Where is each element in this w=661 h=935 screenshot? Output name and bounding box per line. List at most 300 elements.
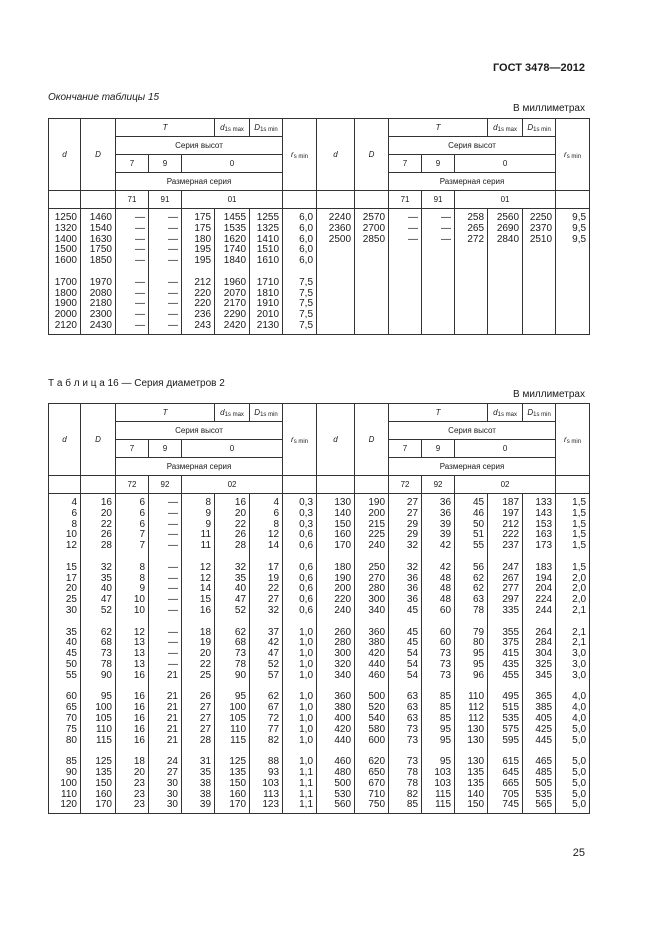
table-cell: 1535 bbox=[223, 222, 247, 234]
table-cell: 6,0 bbox=[299, 222, 314, 234]
table-cell: 1,0 bbox=[299, 691, 314, 703]
table-cell: 2170 bbox=[223, 298, 247, 310]
row-group bbox=[252, 628, 279, 682]
table-cell: 55 bbox=[472, 540, 485, 552]
table-cell: — bbox=[135, 319, 145, 331]
table-cell: 135 bbox=[467, 766, 485, 778]
table-cell: 243 bbox=[194, 319, 212, 331]
table-cell: 280 bbox=[368, 583, 386, 595]
table-cell: 60 bbox=[65, 691, 77, 703]
table-cell: 1,5 bbox=[572, 497, 587, 508]
table-cell: 4 bbox=[71, 497, 77, 508]
row-group bbox=[319, 563, 351, 617]
table-cell: 56 bbox=[472, 561, 485, 573]
row-group bbox=[424, 498, 451, 552]
table-cell: 500 bbox=[334, 777, 352, 789]
table-cell: 1,1 bbox=[299, 777, 314, 789]
table-cell: 130 bbox=[467, 756, 485, 768]
table-cell: 135 bbox=[95, 766, 112, 778]
height-0: 0 bbox=[455, 440, 556, 458]
table-cell: 113 bbox=[263, 788, 280, 800]
table-cell: 505 bbox=[535, 777, 553, 789]
table-cell: 2500 bbox=[328, 233, 352, 245]
table-cell: 2420 bbox=[223, 319, 247, 331]
table-cell: — bbox=[168, 298, 178, 310]
table-cell: 1,0 bbox=[299, 637, 314, 649]
table-cell: 19 bbox=[267, 572, 280, 584]
row-group bbox=[357, 563, 385, 617]
row-group bbox=[252, 498, 279, 552]
table15-caption: Окончание таблицы 15 bbox=[48, 92, 160, 103]
table-cell: 615 bbox=[502, 756, 520, 768]
table-cell: 100 bbox=[95, 702, 112, 714]
table-cell: 150 bbox=[467, 799, 485, 811]
table-cell: 200 bbox=[334, 583, 352, 595]
row-group bbox=[319, 498, 351, 552]
row-group bbox=[252, 757, 279, 811]
size-series-1: 71 bbox=[389, 191, 422, 209]
table-cell: 85 bbox=[439, 712, 452, 724]
table-cell: — bbox=[441, 222, 452, 234]
table-cell: 4,0 bbox=[572, 691, 587, 703]
table-cell: 304 bbox=[535, 648, 553, 660]
table-cell: 48 bbox=[439, 583, 452, 595]
table-cell: 36 bbox=[406, 594, 419, 606]
table-cell: — bbox=[135, 309, 145, 321]
table-cell: 63 bbox=[406, 712, 419, 724]
col-D-header: D bbox=[355, 119, 389, 191]
table-cell: 18 bbox=[133, 756, 145, 768]
height-7: 7 bbox=[389, 155, 422, 173]
table-cell: 16 bbox=[199, 604, 212, 616]
height-9: 9 bbox=[422, 155, 455, 173]
table-cell: 220 bbox=[194, 287, 212, 299]
table-cell: 21 bbox=[166, 669, 178, 681]
col-left-D bbox=[81, 209, 116, 335]
row-group bbox=[51, 278, 77, 332]
table-cell: 7 bbox=[139, 540, 145, 552]
row-group bbox=[558, 692, 586, 746]
row-group bbox=[319, 692, 351, 746]
row-group bbox=[285, 628, 313, 682]
col-D-header: D bbox=[81, 119, 116, 191]
table-cell: 212 bbox=[194, 276, 212, 288]
table-cell: 6 bbox=[139, 497, 145, 508]
table-cell: 260 bbox=[334, 626, 352, 638]
table-cell: 39 bbox=[439, 518, 452, 530]
table-cell: 38 bbox=[199, 788, 212, 800]
col-left-d1 bbox=[215, 209, 250, 335]
table-cell: 95 bbox=[439, 723, 452, 735]
table-cell: 68 bbox=[234, 637, 247, 649]
table-cell: 1,0 bbox=[299, 723, 314, 735]
table-cell: 27 bbox=[406, 507, 419, 519]
table-cell: 50 bbox=[65, 658, 77, 670]
table-cell: 60 bbox=[439, 637, 452, 649]
table-cell: 8 bbox=[273, 518, 280, 530]
table-cell: 85 bbox=[65, 756, 77, 768]
col-right-D bbox=[355, 494, 389, 814]
table-cell: 27 bbox=[267, 594, 280, 606]
table-cell: 2080 bbox=[89, 287, 112, 299]
table-cell: 580 bbox=[368, 723, 386, 735]
table-cell: 25 bbox=[65, 594, 77, 606]
table-cell: 2,0 bbox=[572, 583, 587, 595]
table-cell: 27 bbox=[199, 723, 212, 735]
table-cell: 540 bbox=[368, 712, 386, 724]
col-r-header: $r_{s min}$ bbox=[556, 404, 590, 476]
table16-caption: Т а б л и ц а 16 — Серия диаметров 2 bbox=[48, 378, 225, 389]
table-cell: — bbox=[168, 244, 178, 256]
table-cell: 1460 bbox=[89, 212, 112, 223]
table-cell: 30 bbox=[166, 788, 178, 800]
row-group bbox=[457, 213, 484, 245]
table-cell: 222 bbox=[502, 529, 520, 541]
table-cell: 16 bbox=[100, 497, 112, 508]
table-cell: 16 bbox=[234, 497, 247, 508]
table-cell: 51 bbox=[472, 529, 485, 541]
table-cell: — bbox=[168, 507, 178, 519]
row-group bbox=[558, 628, 586, 682]
table-cell: 65 bbox=[65, 702, 77, 714]
table-cell: 535 bbox=[535, 788, 553, 800]
table-cell: 745 bbox=[502, 799, 520, 811]
table-cell: 240 bbox=[368, 540, 386, 552]
row-group bbox=[391, 628, 418, 682]
table-cell: — bbox=[168, 497, 178, 508]
row-group bbox=[525, 692, 552, 746]
table-cell: 32 bbox=[234, 561, 247, 573]
table-cell: 62 bbox=[472, 572, 485, 584]
table-cell: 75 bbox=[65, 723, 77, 735]
table-cell: 0,6 bbox=[299, 561, 314, 573]
table-cell: 2510 bbox=[529, 233, 553, 245]
table-cell: 600 bbox=[368, 734, 386, 746]
table-cell: 63 bbox=[406, 702, 419, 714]
row-group bbox=[217, 498, 246, 552]
table-cell: 485 bbox=[535, 766, 553, 778]
table-cell: 16 bbox=[133, 669, 145, 681]
table-cell: 0,3 bbox=[299, 518, 314, 530]
table-cell: 36 bbox=[439, 497, 452, 508]
table-cell: 110 bbox=[96, 723, 112, 735]
table-cell: 90 bbox=[100, 669, 112, 681]
col-left-d bbox=[49, 209, 81, 335]
table-cell: 22 bbox=[234, 518, 247, 530]
table-cell: 45 bbox=[406, 626, 419, 638]
col-left-s7 bbox=[116, 494, 149, 814]
col-d-header: d bbox=[49, 404, 81, 476]
table-cell: 440 bbox=[334, 734, 352, 746]
table-cell: 150 bbox=[95, 777, 112, 789]
table-cell: 21 bbox=[166, 702, 178, 714]
table-cell: 5,0 bbox=[572, 788, 587, 800]
table-cell: 2360 bbox=[328, 222, 352, 234]
table-cell: 515 bbox=[502, 702, 520, 714]
row-group bbox=[83, 692, 112, 746]
table-cell: — bbox=[168, 658, 178, 670]
table-cell: 133 bbox=[535, 497, 553, 508]
table-cell: 123 bbox=[262, 799, 280, 811]
table-cell: 1,0 bbox=[299, 756, 314, 768]
col-left-D1 bbox=[250, 209, 283, 335]
table-cell: 440 bbox=[368, 658, 386, 670]
table-cell: 17 bbox=[267, 561, 280, 573]
col-left-r bbox=[283, 494, 317, 814]
col-d-header: d bbox=[317, 404, 355, 476]
table-cell: 2,0 bbox=[572, 594, 587, 606]
table-cell: 1,1 bbox=[299, 799, 314, 811]
table-cell: 0,6 bbox=[299, 583, 314, 595]
table-cell: — bbox=[441, 233, 452, 245]
table-cell: 1610 bbox=[256, 255, 280, 267]
table-cell: 9,5 bbox=[572, 222, 587, 234]
col-right-d1 bbox=[488, 209, 523, 335]
table-cell: 1600 bbox=[54, 255, 77, 267]
row-group bbox=[118, 498, 145, 552]
table-cell: 70 bbox=[65, 712, 77, 724]
table-cell: 73 bbox=[406, 723, 419, 735]
col-right-T0 bbox=[455, 209, 488, 335]
table-cell: 0,6 bbox=[299, 529, 314, 541]
table-cell: 163 bbox=[535, 529, 553, 541]
table-cell: 2120 bbox=[54, 319, 77, 331]
col-right-s7 bbox=[389, 494, 422, 814]
table-cell: 2570 bbox=[362, 212, 386, 223]
table-cell: 1620 bbox=[223, 233, 247, 245]
table-cell: 79 bbox=[472, 626, 485, 638]
table-cell: 6 bbox=[273, 507, 280, 519]
row-group bbox=[83, 278, 112, 332]
table-cell: 95 bbox=[472, 648, 485, 660]
table-cell: 72 bbox=[267, 712, 280, 724]
table-cell: 194 bbox=[535, 572, 553, 584]
table-cell: 42 bbox=[439, 561, 452, 573]
table-cell: 335 bbox=[502, 604, 520, 616]
table-cell: 7,5 bbox=[299, 309, 314, 321]
table-cell: 73 bbox=[439, 648, 452, 660]
size-series-3: 01 bbox=[182, 191, 283, 209]
table-cell: 105 bbox=[95, 712, 112, 724]
row-group bbox=[217, 278, 246, 332]
row-group bbox=[525, 563, 552, 617]
table-cell: 125 bbox=[95, 756, 112, 768]
row-group bbox=[51, 757, 77, 811]
table-cell: 420 bbox=[368, 648, 386, 660]
row-group bbox=[525, 757, 552, 811]
table-cell: — bbox=[168, 309, 178, 321]
table-cell: 2,0 bbox=[572, 572, 587, 584]
row-group bbox=[457, 692, 484, 746]
row-group bbox=[357, 757, 385, 811]
height-series-label: Серия высот bbox=[116, 422, 283, 440]
col-d1s-header: $d_{1s max}$ bbox=[215, 404, 250, 422]
col-T-header: T bbox=[116, 404, 215, 422]
row-group bbox=[184, 628, 211, 682]
table-cell: 0,6 bbox=[299, 540, 314, 552]
table-cell: 1840 bbox=[223, 255, 247, 267]
table-cell: — bbox=[135, 222, 145, 234]
table-cell: 90 bbox=[65, 766, 77, 778]
col-right-d bbox=[317, 494, 355, 814]
table-cell: 130 bbox=[334, 497, 352, 508]
table-cell: — bbox=[168, 648, 178, 660]
table-cell: 1540 bbox=[89, 222, 112, 234]
table-cell: 4,0 bbox=[572, 702, 587, 714]
table-cell: — bbox=[441, 212, 452, 223]
table-cell: 28 bbox=[234, 540, 247, 552]
table-cell: 1740 bbox=[223, 244, 247, 256]
table-cell: 36 bbox=[406, 583, 419, 595]
table-cell: 78 bbox=[406, 766, 419, 778]
size-series-1: 72 bbox=[389, 476, 422, 494]
table-cell: 2180 bbox=[89, 298, 112, 310]
table-cell: 8 bbox=[205, 497, 212, 508]
table-cell: 85 bbox=[439, 691, 452, 703]
table-cell: 95 bbox=[100, 691, 112, 703]
table-cell: 272 bbox=[467, 233, 485, 245]
table-cell: 375 bbox=[502, 637, 520, 649]
table-cell: 110 bbox=[230, 723, 247, 735]
table-cell: 35 bbox=[65, 626, 77, 638]
table-cell: 17 bbox=[65, 572, 77, 584]
table-cell: 197 bbox=[502, 507, 520, 519]
table-cell: 115 bbox=[435, 788, 452, 800]
table-cell: 135 bbox=[229, 766, 247, 778]
table-cell: 73 bbox=[100, 648, 112, 660]
table-cell: 5,0 bbox=[572, 723, 587, 735]
table-cell: 340 bbox=[334, 669, 352, 681]
table-cell: 100 bbox=[60, 777, 77, 789]
table-cell: — bbox=[135, 255, 145, 267]
row-group bbox=[151, 563, 178, 617]
table-cell: 100 bbox=[229, 702, 247, 714]
size-series-2: 92 bbox=[149, 476, 182, 494]
table-cell: 160 bbox=[229, 788, 247, 800]
table-cell: 120 bbox=[60, 799, 77, 811]
table-cell: 2000 bbox=[54, 309, 77, 321]
table-cell: 2,1 bbox=[572, 637, 587, 649]
table-cell: 112 bbox=[468, 712, 485, 724]
row-group bbox=[51, 563, 77, 617]
table-cell: 650 bbox=[368, 766, 386, 778]
table-cell: 54 bbox=[406, 669, 419, 681]
row-group bbox=[391, 757, 418, 811]
col-left-D bbox=[81, 494, 116, 814]
table-cell: 19 bbox=[199, 637, 212, 649]
table-cell: 22 bbox=[267, 583, 280, 595]
table-cell: 52 bbox=[100, 604, 112, 616]
table-cell: 23 bbox=[133, 799, 145, 811]
table-cell: 1,0 bbox=[299, 658, 314, 670]
height-series-label: Серия высот bbox=[116, 137, 283, 155]
table-cell: 26 bbox=[100, 529, 112, 541]
table-cell: 47 bbox=[100, 594, 112, 606]
row-group bbox=[391, 498, 418, 552]
table-cell: 264 bbox=[535, 626, 553, 638]
table-cell: 170 bbox=[334, 540, 352, 552]
col-left-r bbox=[283, 209, 317, 335]
table-cell: 1,5 bbox=[572, 518, 587, 530]
table-cell: 1,0 bbox=[299, 734, 314, 746]
table-cell: — bbox=[168, 222, 178, 234]
table-cell: 710 bbox=[368, 788, 386, 800]
height-series-label: Серия высот bbox=[389, 137, 556, 155]
table-cell: 23 bbox=[133, 777, 145, 789]
table-cell: 30 bbox=[65, 604, 77, 616]
table-cell: 40 bbox=[65, 637, 77, 649]
table-cell: 325 bbox=[535, 658, 553, 670]
table-cell: 28 bbox=[100, 540, 112, 552]
table-cell: 45 bbox=[65, 648, 77, 660]
table-cell: 160 bbox=[334, 529, 352, 541]
table-cell: 2250 bbox=[529, 212, 553, 223]
table-cell: 73 bbox=[406, 734, 419, 746]
table-cell: 300 bbox=[334, 648, 352, 660]
table-cell: 173 bbox=[535, 540, 553, 552]
table-cell: 9 bbox=[205, 507, 212, 519]
table-cell: 57 bbox=[267, 669, 280, 681]
table-cell: 54 bbox=[406, 658, 419, 670]
table-cell: 24 bbox=[166, 756, 178, 768]
table-cell: 244 bbox=[535, 604, 553, 616]
table-cell: 73 bbox=[234, 648, 247, 660]
row-group bbox=[457, 563, 484, 617]
table-cell: 425 bbox=[535, 723, 553, 735]
col-right-D1 bbox=[523, 209, 556, 335]
table-cell: 110 bbox=[468, 691, 485, 703]
table-cell: 153 bbox=[535, 518, 553, 530]
table-cell: 2070 bbox=[223, 287, 247, 299]
table-cell: 220 bbox=[194, 298, 212, 310]
row-group bbox=[285, 498, 313, 552]
table-cell: 670 bbox=[368, 777, 386, 789]
table-cell: 11 bbox=[200, 540, 212, 552]
row-group bbox=[83, 563, 112, 617]
table-cell: — bbox=[408, 222, 419, 234]
height-9: 9 bbox=[149, 440, 182, 458]
row-group bbox=[391, 213, 418, 245]
table-cell: 30 bbox=[166, 777, 178, 789]
height-series-label: Серия высот bbox=[389, 422, 556, 440]
table-cell: 48 bbox=[439, 572, 452, 584]
table-cell: 175 bbox=[194, 212, 212, 223]
table-cell: 415 bbox=[502, 648, 520, 660]
row-group bbox=[424, 628, 451, 682]
table-cell: 1810 bbox=[256, 287, 280, 299]
table16-units: В миллиметрах bbox=[513, 389, 585, 400]
row-group bbox=[558, 563, 586, 617]
size-series-3: 01 bbox=[455, 191, 556, 209]
row-group bbox=[51, 692, 77, 746]
row-group bbox=[357, 692, 385, 746]
row-group bbox=[252, 692, 279, 746]
table-cell: 2300 bbox=[89, 309, 112, 321]
row-group bbox=[558, 213, 586, 245]
table-cell: 45 bbox=[406, 604, 419, 616]
table-cell: 62 bbox=[472, 583, 485, 595]
table-cell: 183 bbox=[535, 561, 553, 573]
table-cell: 12 bbox=[267, 529, 280, 541]
col-D-header: D bbox=[355, 404, 389, 476]
table-cell: 10 bbox=[133, 604, 145, 616]
col-left-s9 bbox=[149, 209, 182, 335]
col-D1s-header: $D_{1s min}$ bbox=[250, 404, 283, 422]
table-cell: — bbox=[168, 212, 178, 223]
table-cell: 78 bbox=[100, 658, 112, 670]
table-cell: 560 bbox=[334, 799, 352, 811]
table-cell: 9 bbox=[205, 518, 212, 530]
